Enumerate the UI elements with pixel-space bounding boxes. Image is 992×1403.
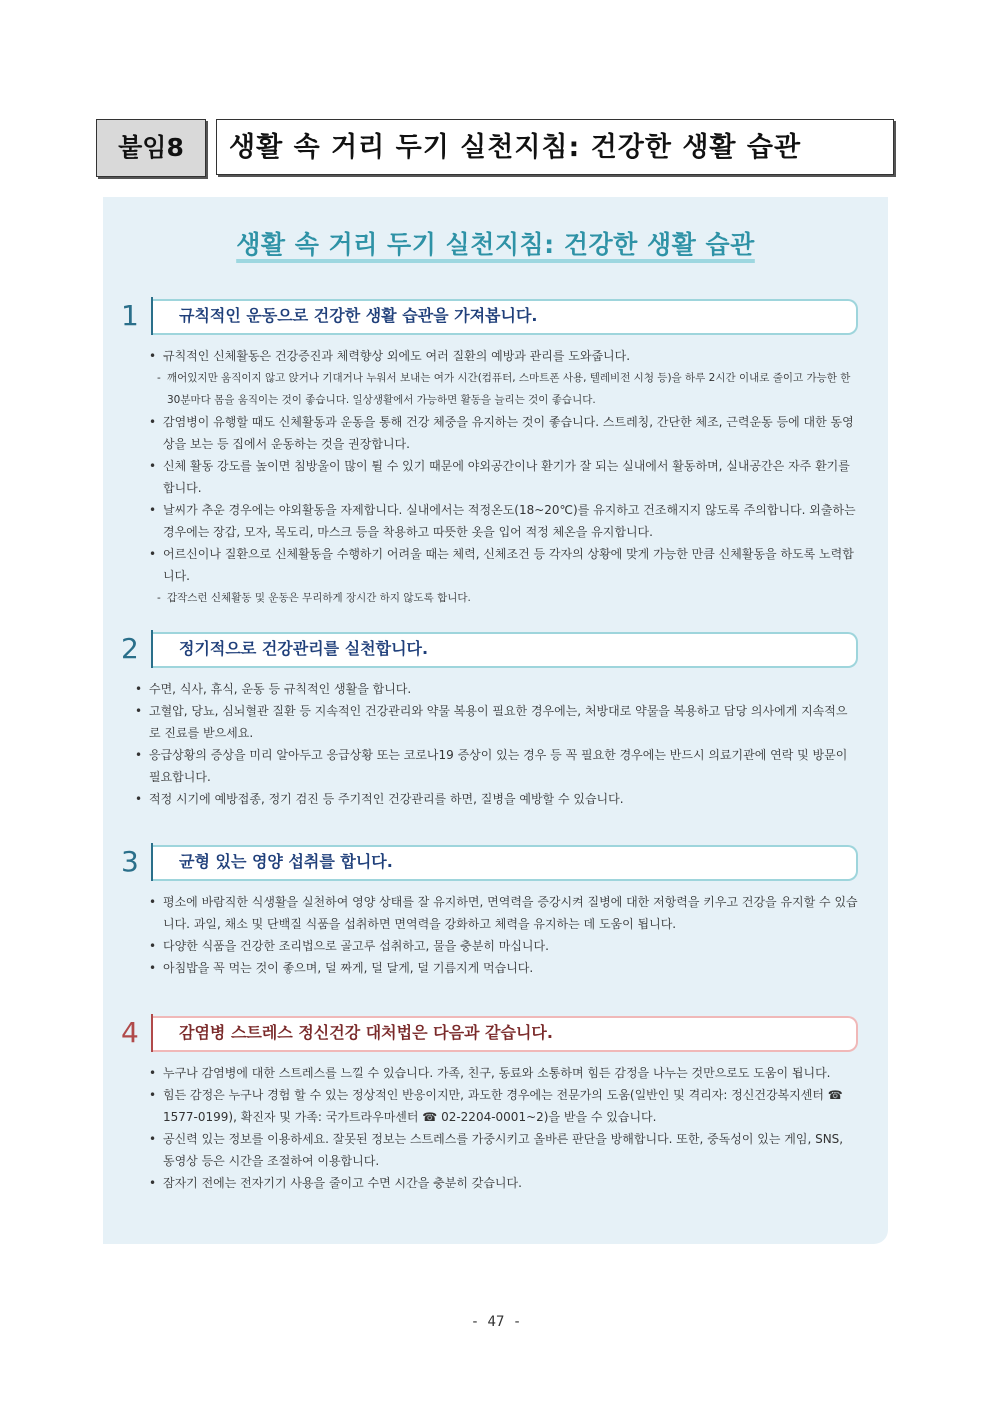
bullet-item: • 어르신이나 질환으로 신체활동을 수행하기 어려울 때는 체력, 신체조건 등 각자의 상황에 맞게 가능한 만큼 신체활동을 하도록 노력합니다. (149, 543, 858, 587)
bullet-item: • 응급상황의 증상을 미리 알아두고 응급상황 또는 코로나19 증상이 있는 경우 등 꼭 필요한 경우에는 반드시 의료기관에 연락 및 방문이 필요합니다. (135, 744, 858, 788)
section-bullets (149, 1062, 858, 1194)
bullet-item: • 평소에 바람직한 식생활을 실천하여 영양 상태를 잘 유지하면, 면역력을 증강시켜 질병에 대한 저항력을 키우고 건강을 유지할 수 있습니다. 과일, 채소 및 단백질 식품을 섭취하면 면역력을 강화하고 체력을 유지하는 데 도움이 됩니다. (149, 891, 858, 935)
bullet-item: • 고혈압, 당뇨, 심뇌혈관 질환 등 지속적인 건강관리와 약물 복용이 필요한 경우에는, 처방대로 약물을 복용하고 담당 의사에게 지속적으로 진료를 받으세요. (135, 700, 858, 744)
section-bullets (135, 678, 858, 810)
bullet-item: • 수면, 식사, 휴식, 운동 등 규칙적인 생활을 합니다. (135, 678, 858, 700)
section-bullets (149, 345, 858, 609)
bullet-item: • 적정 시기에 예방접종, 정기 검진 등 주기적인 건강관리를 하면, 질병을 예방할 수 있습니다. (135, 788, 858, 810)
bullet-item: • 감염병이 유행할 때도 신체활동과 운동을 통해 건강 체중을 유지하는 것이 좋습니다. 스트레칭, 간단한 체조, 근력운동 등에 대한 동영상을 보는 등 집에서 운동하는 것을 권장합니다. (149, 411, 858, 455)
section-title: 정기적으로 건강관리를 실천합니다. (179, 639, 429, 658)
attachment-label: 붙임8 (96, 119, 206, 177)
section-title: 감염병 스트레스 정신건강 대처법은 다음과 같습니다. (179, 1023, 553, 1042)
bullet-item: • 누구나 감염병에 대한 스트레스를 느낄 수 있습니다. 가족, 친구, 동료와 소통하며 힘든 감정을 나누는 것만으로도 도움이 됩니다. (149, 1062, 858, 1084)
panel-title: 생활 속 거리 두기 실천지침: 건강한 생활 습관 (236, 230, 755, 259)
section-3 (103, 843, 888, 979)
header-title: 생활 속 거리 두기 실천지침: 건강한 생활 습관 (216, 119, 894, 175)
section-number: 3 (121, 843, 153, 881)
sub-item: - 갑작스런 신체활동 및 운동은 무리하게 장시간 하지 않도록 합니다. (149, 587, 858, 609)
bullet-item: • 신체 활동 강도를 높이면 침방울이 많이 튈 수 있기 때문에 야외공간이나 환기가 잘 되는 실내에서 활동하며, 실내공간은 자주 환기를 합니다. (149, 455, 858, 499)
section-1 (103, 297, 888, 609)
sub-item: - 깨어있지만 움직이지 않고 앉거나 기대거나 누워서 보내는 여가 시간(컴퓨터, 스마트폰 사용, 텔레비전 시청 등)을 하루 2시간 이내로 줄이고 가능한 한 30분마다 몸을 움직이는 것이 좋습니다. 일상생활에서 가능하면 활동을 늘리는 것이 좋습니다. (149, 367, 858, 411)
section-number: 2 (121, 630, 153, 668)
section-header (103, 630, 888, 668)
section-2 (103, 630, 888, 810)
section-number: 1 (121, 297, 153, 335)
guideline-panel (103, 197, 888, 1244)
bullet-item: • 잠자기 전에는 전자기기 사용을 줄이고 수면 시간을 충분히 갖습니다. (149, 1172, 858, 1194)
section-title: 규칙적인 운동으로 건강한 생활 습관을 가져봅니다. (179, 306, 538, 325)
section-number: 4 (121, 1014, 153, 1052)
bullet-item: • 다양한 식품을 건강한 조리법으로 골고루 섭취하고, 물을 충분히 마십니다. (149, 935, 858, 957)
bullet-item: • 공신력 있는 정보를 이용하세요. 잘못된 정보는 스트레스를 가중시키고 올바른 판단을 방해합니다. 또한, 중독성이 있는 게임, SNS, 동영상 등은 시간을 조절하여 이용합니다. (149, 1128, 858, 1172)
page-number: - 47 - (470, 1314, 522, 1330)
section-title: 균형 있는 영양 섭취를 합니다. (179, 852, 393, 871)
section-4 (103, 1014, 888, 1194)
section-header (103, 1014, 888, 1052)
bullet-item: • 힘든 감정은 누구나 경험 할 수 있는 정상적인 반응이지만, 과도한 경우에는 전문가의 도움(일반인 및 격리자: 정신건강복지센터 ☎ 1577-0199), 확진자 및 가족: 국가트라우마센터 ☎ 02-2204-0001~2)을 받을 수 있습니다. (149, 1084, 858, 1128)
bullet-item: • 아침밥을 꼭 먹는 것이 좋으며, 덜 짜게, 덜 달게, 덜 기름지게 먹습니다. (149, 957, 858, 979)
attachment-header (96, 119, 896, 177)
bullet-item: • 규칙적인 신체활동은 건강증진과 체력향상 외에도 여러 질환의 예방과 관리를 도와줍니다. (149, 345, 858, 367)
section-header (103, 843, 888, 881)
section-bullets (149, 891, 858, 979)
section-header (103, 297, 888, 335)
bullet-item: • 날씨가 추운 경우에는 야외활동을 자제합니다. 실내에서는 적정온도(18~20℃)를 유지하고 건조해지지 않도록 주의합니다. 외출하는 경우에는 장갑, 모자, 목도리, 마스크 등을 착용하고 따뜻한 옷을 입어 적정 체온을 유지합니다. (149, 499, 858, 543)
